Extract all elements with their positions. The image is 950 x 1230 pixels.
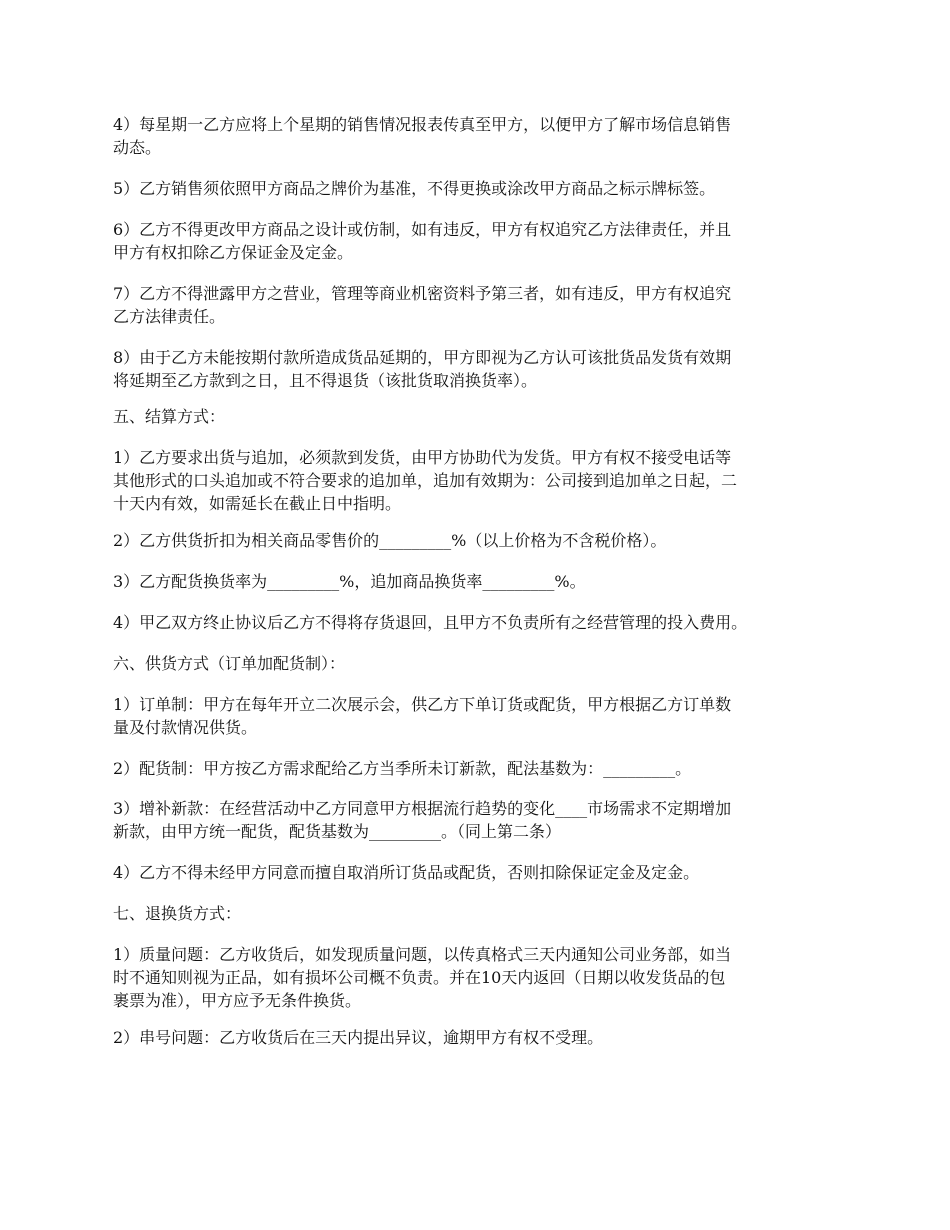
- text-line: 将延期至乙方款到之日，且不得退货（该批货取消换货率）。: [113, 371, 538, 390]
- supply-clause-4: [113, 861, 839, 884]
- text-line: 4）每星期一乙方应将上个星期的销售情况报表传真至甲方，以便甲方了解市场信息销售: [113, 115, 732, 134]
- text-line: 2）乙方供货折扣为相关商品零售价的_________%（以上价格为不含税价格）。: [113, 531, 667, 550]
- returns-clause-2: [113, 1026, 839, 1049]
- text-line: 7）乙方不得泄露甲方之营业，管理等商业机密资料予第三者，如有违反，甲方有权追究: [113, 284, 732, 303]
- supply-clause-3: [113, 797, 839, 843]
- section-heading: 五、结算方式：: [113, 407, 226, 426]
- text-line: 裹票为准），甲方应予无条件换货。: [113, 991, 362, 1010]
- supply-clause-1: [113, 693, 839, 739]
- section-heading: 六、供货方式（订单加配货制）：: [113, 654, 346, 673]
- returns-clause-1: [113, 943, 839, 1012]
- text-line: 量及付款情况供货。: [113, 718, 258, 737]
- text-line: 1）乙方要求出货与追加，必须款到发货，由甲方协助代为发货。甲方有权不接受电话等: [113, 448, 732, 467]
- clause-7-confidentiality: [113, 282, 839, 328]
- text-line: 3）乙方配货换货率为_________%，追加商品换货率_________%。: [113, 572, 586, 591]
- text-line: 6）乙方不得更改甲方商品之设计或仿制，如有违反，甲方有权追究乙方法律责任，并且: [113, 220, 732, 239]
- clause-8-late-payment: [113, 346, 839, 392]
- text-line: 2）串号问题：乙方收货后在三天内提出异议，逾期甲方有权不受理。: [113, 1028, 604, 1047]
- supply-clause-2: [113, 757, 839, 780]
- clause-4-weekly-report: [113, 113, 839, 159]
- settlement-clause-3: [113, 570, 839, 593]
- text-line: 新款，由甲方统一配货，配货基数为_________。（同上第二条）: [113, 822, 562, 841]
- text-line: 2）配货制：甲方按乙方需求配给乙方当季所未订新款，配法基数为：_________。: [113, 759, 692, 778]
- clause-6-no-design-change: [113, 218, 839, 264]
- text-line: 十天内有效，如需延长在截止日中指明。: [113, 494, 402, 513]
- settlement-clause-1: [113, 446, 839, 515]
- text-line: 5）乙方销售须依照甲方商品之牌价为基准，不得更换或涂改甲方商品之标示牌标签。: [113, 179, 716, 198]
- text-line: 动态。: [113, 138, 162, 157]
- text-line: 1）质量问题：乙方收货后，如发现质量问题，以传真格式三天内通知公司业务部，如当: [113, 945, 732, 964]
- text-line: 甲方有权扣除乙方保证金及定金。: [113, 243, 354, 262]
- text-line: 4）甲乙双方终止协议后乙方不得将存货退回，且甲方不负责所有之经营管理的投入费用。: [113, 613, 748, 632]
- clause-5-price-basis: [113, 177, 839, 200]
- section-heading-returns: [113, 902, 839, 925]
- section-heading-settlement: [113, 405, 839, 428]
- settlement-clause-4: [113, 611, 839, 634]
- text-line: 乙方法律责任。: [113, 307, 226, 326]
- text-line: 4）乙方不得未经甲方同意而擅自取消所订货品或配货，否则扣除保证定金及定金。: [113, 863, 700, 882]
- text-line: 8）由于乙方未能按期付款所造成货品延期的，甲方即视为乙方认可该批货品发货有效期: [113, 348, 732, 367]
- settlement-clause-2: [113, 529, 839, 552]
- section-heading-supply: [113, 652, 839, 675]
- text-line: 1）订单制：甲方在每年开立二次展示会，供乙方下单订货或配货，甲方根据乙方订单数: [113, 695, 732, 714]
- text-line: 时不通知则视为正品，如有损坏公司概不负责。并在10天内返回（日期以收发货品的包: [113, 968, 726, 987]
- section-heading: 七、退换货方式：: [113, 904, 242, 923]
- text-line: 其他形式的口头追加或不符合要求的追加单，追加有效期为：公司接到追加单之日起，二: [113, 471, 738, 490]
- text-line: 3）增补新款：在经营活动中乙方同意甲方根据流行趋势的变化____市场需求不定期增加: [113, 799, 732, 818]
